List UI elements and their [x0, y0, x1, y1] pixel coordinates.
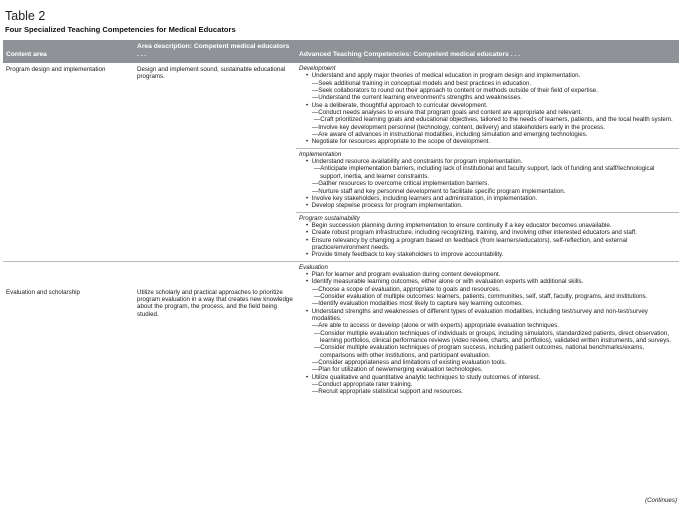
bullet-item: • Negotiate for resources appropriate to the scope of development. [306, 138, 491, 146]
sub-item: —Gather resources to overcome critical implementation barriers. [312, 180, 490, 188]
sub-item: —Consider multiple evaluation techniques of individuals or groups, including simulators, standardized patients, direct observation, learning portfolios, clinical performance reviews (video review, charts, and portfolios), validated written instruments, and surveys. [314, 329, 672, 345]
bullet-item: • Begin succession planning during implementation to ensure continuity if a key educator becomes unavailable. [306, 221, 612, 229]
bullet-item: • Understand resource availability and constraints for program implementation. [306, 158, 523, 166]
sub-item: —Seek collaborators to round out their approach to content or methods outside of their field of expertise. [312, 87, 598, 95]
sub-item: —Conduct appropriate rater training. [312, 381, 413, 389]
bullet-item: • Understand and apply major theories of medical education in program design and implementation. [306, 72, 581, 80]
sub-item: —Consider appropriateness and limitations of existing evaluation tools. [312, 359, 507, 367]
bullet-item: • Ensure relevancy by changing a program based on feedback (from learners/educators), self-reflection, and external practice/environment needs. [306, 236, 628, 251]
table-row [3, 261, 679, 398]
competencies-cell [296, 63, 679, 261]
competency-section [296, 262, 679, 398]
bullet-item: • Plan for learner and program evaluation during content development. [306, 270, 501, 278]
sub-item: —Consider evaluation of multiple outcomes: learners, patients, communities, self, staff, faculty, programs, and institutions. [314, 292, 648, 300]
bullet-item: • Involve key stakeholders, including learners and administration, in implementation. [306, 194, 538, 202]
bullet-item: • Identify measurable learning outcomes, either alone or with evaluation experts with additional skills. [306, 278, 584, 286]
competency-section [296, 63, 679, 149]
sub-item: —Are able to access or develop (alone or with experts) appropriate evaluation techniques. [312, 322, 559, 330]
bullet-item: • Develop stepwise process for program implementation. [306, 202, 463, 210]
sub-item: —Nurture staff and key personnel development to facilitate specific program implementation. [312, 187, 566, 195]
sub-item: —Recruit appropriate statistical support and resources. [312, 388, 463, 396]
section-heading: Program sustainability [299, 214, 360, 222]
section-heading: Implementation [299, 150, 342, 158]
sub-item: —Anticipate implementation barriers, including lack of institutional and faculty support, lack of funding and staff/technological support, inertia, and learner constraints. [314, 165, 655, 180]
sub-item: —Choose a scope of evaluation, appropriate to goals and resources. [312, 285, 501, 293]
sub-item: —Craft prioritized learning goals and educational objectives, tailored to the needs of learners, patients, and the local health system. [314, 116, 673, 124]
area-description-cell: Utilize scholarly and practical approaches to prioritize program evaluation in a way that creates new knowledge about the program, the process, and the field being studied. [137, 288, 293, 318]
bullet-item: • Provide timely feedback to key stakeholders to improve accountability. [306, 251, 504, 259]
content-area-cell: Program design and implementation [3, 63, 134, 261]
section-heading: Development [299, 65, 336, 72]
table-body [3, 63, 679, 398]
table-number: Table 2 [5, 9, 46, 23]
competencies-table [3, 40, 679, 398]
sub-item: —Are aware of advances in instructional modalities, including simulation and emerging technologies. [312, 131, 588, 139]
sub-item: —Consider multiple evaluation techniques of program success, including patient outcomes, national benchmarks/exams, comparisons with other institutions, and participant evaluation. [314, 344, 645, 359]
competency-section [296, 213, 679, 261]
table-header-row [3, 40, 679, 63]
sub-item: —Involve key development personnel (technology, content, delivery) and stakeholders early in the process. [312, 123, 605, 131]
bullet-item: • Understand strengths and weaknesses of different types of evaluation modalities, including test/survey and non-test/survey modalities. [306, 307, 648, 322]
sub-item: —Understand the current learning environment’s strengths and weaknesses. [312, 94, 523, 102]
bullet-item: • Utilize qualitative and quantitative analytic techniques to study outcomes of interest. [306, 373, 541, 381]
sub-item: —Seek additional training in conceptual models and best practices in education. [312, 79, 532, 87]
content-area-cell: Evaluation and scholarship [6, 288, 80, 296]
sub-item: —Identify evaluation modalities most likely to capture key learning outcomes. [312, 300, 523, 308]
competency-section [296, 149, 679, 213]
table-row [3, 63, 679, 261]
continues-note: (Continues) [645, 497, 677, 504]
bullet-item: • Use a deliberate, thoughtful approach to curricular development. [306, 101, 488, 109]
area-description-cell: Design and implement sound, sustainable educational programs. [134, 63, 296, 261]
header-area-description: Area description: Competent medical educators . . . [134, 40, 296, 63]
header-content-area: Content area [3, 40, 134, 63]
bullet-item: • Create robust program infrastructure, including recognizing, training, and involving other interested educators and staff. [306, 229, 637, 237]
header-advanced-competencies: Advanced Teaching Competencies: Competent medical educators . . . [296, 40, 679, 63]
section-heading: Evaluation [299, 263, 328, 271]
sub-item: —Plan for utilization of new/emerging evaluation technologies. [312, 366, 483, 374]
competencies-cell [296, 261, 679, 398]
sub-item: —Conduct needs analyses to ensure that program goals and content are appropriate and relevant. [312, 109, 583, 117]
table-title: Four Specialized Teaching Competencies for Medical Educators [5, 25, 236, 34]
